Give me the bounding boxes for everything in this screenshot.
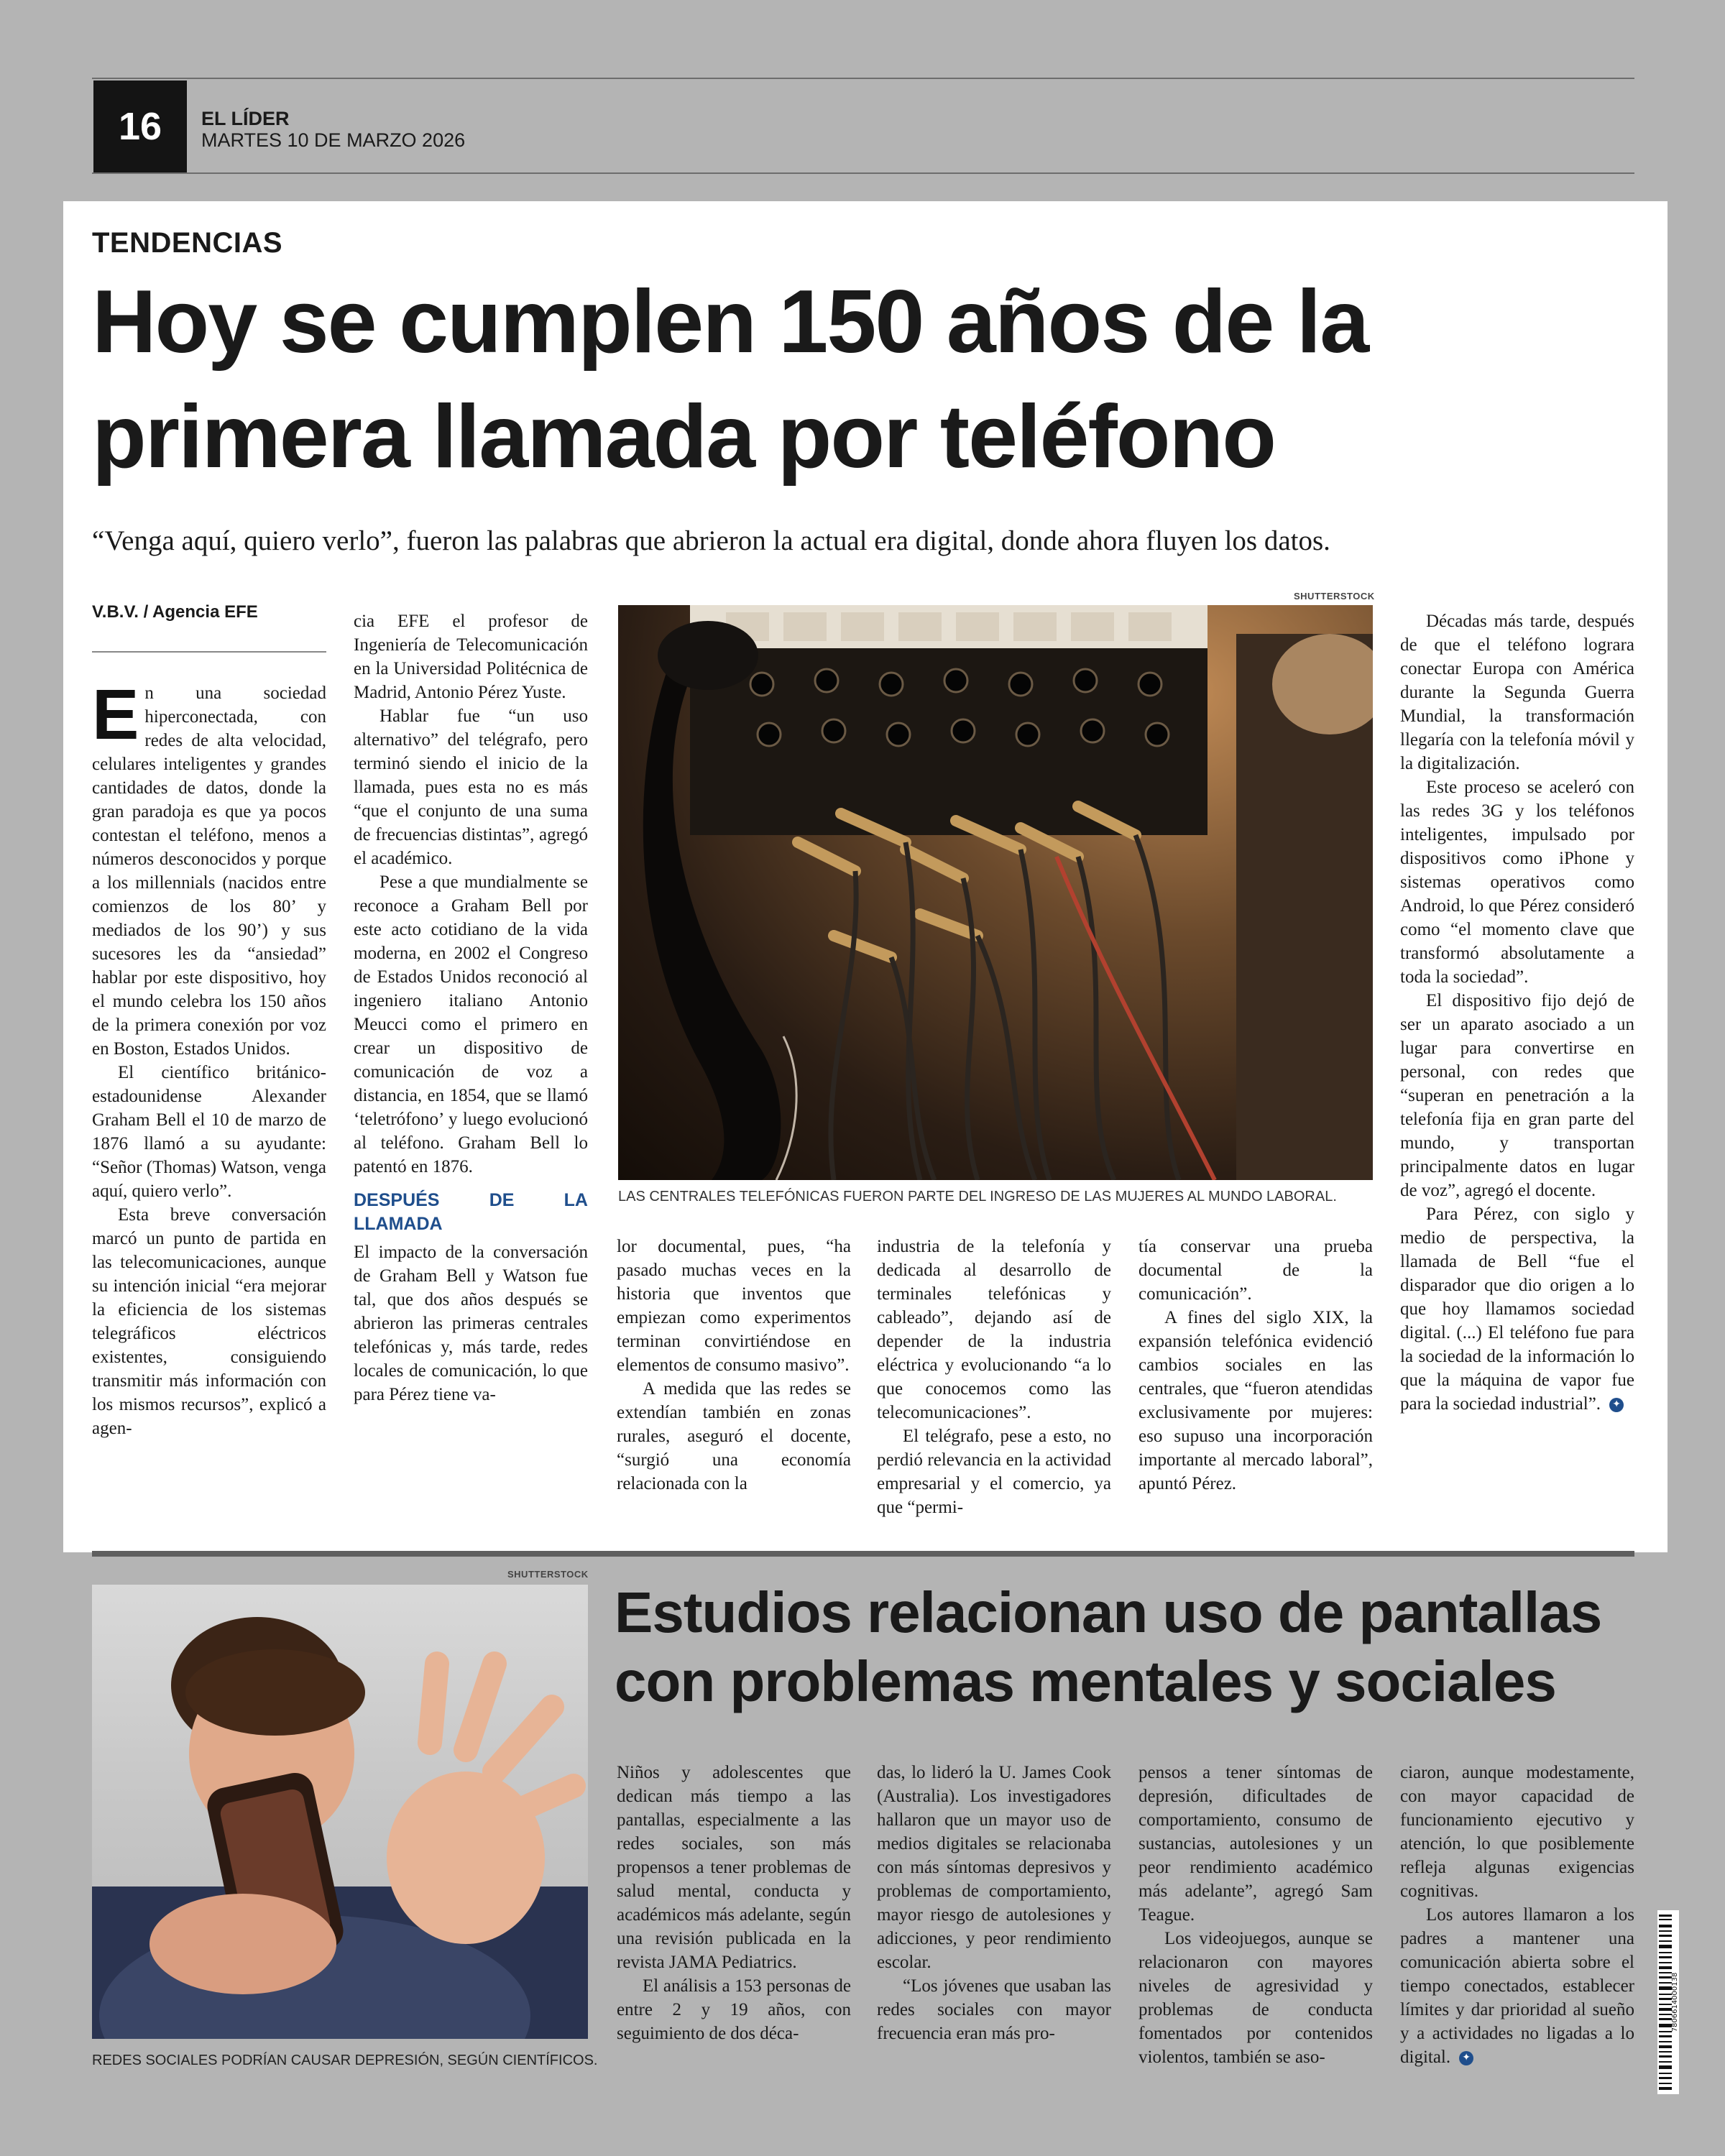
paragraph: Los videojuegos, aunque se relacionaron con mayores niveles de agresividad y problemas de conducta fomentados por contenidos violentos, también se aso- — [1138, 1929, 1373, 2067]
paragraph: cia EFE el profesor de Ingeniería de Telecomunicación en la Universidad Politécnica de Madrid, Antonio Pérez Yuste. — [354, 612, 588, 702]
photo-caption: LAS CENTRALES TELEFÓNICAS FUERON PARTE DEL INGRESO DE LAS MUJERES AL MUNDO LABORAL. — [618, 1189, 1337, 1204]
byline-rule — [92, 651, 326, 653]
paragraph: El telégrafo, pese a esto, no perdió relevancia en la actividad empresarial y el comercio, ya que “permi- — [877, 1427, 1111, 1517]
drop-cap: E — [92, 675, 139, 754]
paragraph: Pese a que mundialmente se reconoce a Graham Bell por este acto cotidiano de la vida moderna, en 2002 el Congreso de Estados Unidos reconoció al ingeniero italiano Antonio Meucci como el primero en crear un dispositivo de comunicación de voz a distancia, en 1854, que se llamó ‘teletrófono’ y luego evolucionó al teléfono. Graham Bell lo patentó en 1876. — [354, 872, 588, 1176]
end-of-article-icon: ✦ — [1459, 2051, 1473, 2065]
section-label: TENDENCIAS — [92, 227, 283, 259]
paragraph: El dispositivo fijo dejó de ser un aparato asociado a un lugar para convertirse en personal, con redes que “superan en penetración a la telefonía fija en gran parte del mundo, y transportan principalmente datos en lugar de voz”, agregó el docente. — [1400, 991, 1634, 1200]
newspaper-name: EL LÍDER — [201, 108, 290, 129]
paragraph: Este proceso se aceleró con las redes 3G y los teléfonos inteligentes, impulsado por dispositivos como iPhone y sistemas operativos como Android, lo que Pérez consideró como “el momento clave que transformó absolutamente a toda la sociedad”. — [1400, 778, 1634, 987]
article1-column-1 — [92, 675, 326, 1440]
paragraph: El análisis a 153 personas de entre 2 y 19 años, con seguimiento de dos déca- — [617, 1976, 851, 2043]
paragraph: Niños y adolescentes que dedican más tiempo a las pantallas, especialmente a las redes sociales, son más propensos a tener problemas de salud mental, conducta y académicos más adelante, según una revisión publicada en la revista JAMA Pediatrics. — [617, 1763, 851, 1972]
paragraph: “Los jóvenes que usaban las redes sociales con mayor frecuencia eran más pro- — [877, 1976, 1111, 2043]
article1-column-3 — [617, 1235, 851, 1496]
paragraph: El científico británico-estadounidense Alexander Graham Bell el 10 de marzo de 1876 llamó a su ayudante: “Señor (Thomas) Watson, venga aquí, quiero verlo”. — [92, 1063, 326, 1201]
section-subtitle: DESPUÉS DE LA LLAMADA — [354, 1190, 588, 1234]
page-number: 16 — [93, 80, 187, 172]
photo-credit: SHUTTERSTOCK — [1294, 591, 1375, 602]
paragraph: ciaron, aunque modestamente, con mayor capacidad de funcionamiento ejecutivo y atención, lo que posiblemente refleja algunas exigencias cognitivas. — [1400, 1763, 1634, 1901]
paragraph: A fines del siglo XIX, la expansión telefónica evidenció cambios sociales en las centrales, que “fueron atendidas exclusivamente por mujeres: eso supuso una incorporación importante al mercado laboral”, apuntó Pérez. — [1138, 1308, 1373, 1493]
main-headline: Hoy se cumplen 150 años de la primera llamada por teléfono — [92, 272, 1368, 487]
article1-column-4 — [877, 1235, 1111, 1519]
subheadline: “Venga aquí, quiero verlo”, fueron las palabras que abrieron la actual era digital, donde ahora fluyen los datos. — [92, 525, 1330, 556]
switchboard-photo — [618, 605, 1373, 1180]
article1-column-5 — [1138, 1235, 1373, 1496]
paragraph: A medida que las redes se extendían también en zonas rurales, aseguró el docente, “surgió una economía relacionada con la — [617, 1379, 851, 1493]
article1-column-2 — [354, 609, 588, 1406]
issue-date: MARTES 10 DE MARZO 2026 — [201, 129, 466, 151]
barcode — [1657, 1910, 1679, 2094]
article-separator — [92, 1551, 1634, 1557]
switchboard-illustration — [618, 605, 1373, 1180]
paragraph: Décadas más tarde, después de que el teléfono lograra conectar Europa con América durante la Segunda Guerra Mundial, la transformación llegaría con la telefonía móvil y la digitalización. — [1400, 612, 1634, 773]
article1-column-6 — [1400, 609, 1634, 1416]
secondary-headline: Estudios relacionan uso de pantallas con problemas mentales y sociales — [615, 1580, 1602, 1713]
header-rule — [92, 172, 1634, 174]
photo-credit: SHUTTERSTOCK — [507, 1569, 589, 1580]
article2-column-4 — [1400, 1761, 1634, 2069]
paragraph: lor documental, pues, “ha pasado muchas veces en la historia que inventos que empiezan como experimentos terminan convirtiéndose en elementos de consumo masivo”. — [617, 1237, 851, 1375]
paragraph: Para Pérez, con siglo y medio de perspectiva, la llamada de Bell “fue el disparador que dio origen a lo que hoy llamamos sociedad digital. (...) El teléfono fue para la sociedad de la información lo que la máquina de vapor fue para la sociedad industrial”. — [1400, 1204, 1634, 1414]
paragraph: Hablar fue “un uso alternativo” del telégrafo, pero terminó siendo el inicio de la llamada, pues esta no es más “que el conjunto de una suma de frecuencias distintas”, agregó el académico. — [354, 706, 588, 868]
paragraph: pensos a tener síntomas de depresión, dificultades de comportamiento, consumo de sustancias, autolesiones y un peor rendimiento académico más adelante”, agregó Sam Teague. — [1138, 1763, 1373, 1925]
article2-column-3 — [1138, 1761, 1373, 2069]
paragraph: Los autores llamaron a los padres a mantener una comunicación abierta sobre el tiempo conectados, establecer límites y dar prioridad al sueño y a actividades no ligadas a lo digital. — [1400, 1905, 1634, 2067]
barcode-bars — [1657, 1910, 1679, 2094]
paragraph: n una sociedad hiperconectada, con redes de alta velocidad, celulares inteligentes y grandes cantidades de datos, donde la gran paradoja es que ya pocos contestan el teléfono, menos a números desconocidos y porque a los millennials (nacidos entre comienzos de los 80’ y mediados de los 90’) y sus sucesores les da “ansiedad” hablar por este dispositivo, hoy el mundo celebra los 150 años de la primera conexión por voz en Boston, Estados Unidos. — [92, 683, 326, 1059]
photo-caption: REDES SOCIALES PODRÍAN CAUSAR DEPRESIÓN, SEGÚN CIENTÍFICOS. — [92, 2053, 598, 2068]
child-with-phone-illustration — [92, 1585, 588, 2039]
paragraph: tía conservar una prueba documental de la comunicación”. — [1138, 1237, 1373, 1304]
end-of-article-icon: ✦ — [1609, 1398, 1624, 1412]
paragraph: industria de la telefonía y dedicada al desarrollo de terminales telefónicas y cableado”, dejando así de depender de la industria eléctrica y evolucionando “a lo que conocemos como las telecomunicaciones”. — [877, 1237, 1111, 1422]
article2-column-2 — [877, 1761, 1111, 2045]
byline: V.B.V. / Agencia EFE — [92, 602, 258, 622]
top-rule — [92, 78, 1634, 79]
paragraph: das, lo lideró la U. James Cook (Australia). Los investigadores hallaron que un mayor uso de medios digitales se relacionaba con más síntomas depresivos y problemas de comportamiento, mayor riesgo de autolesiones y adicciones, y peor rendimiento escolar. — [877, 1763, 1111, 1972]
paragraph: Esta breve conversación marcó un punto de partida en las telecomunicaciones, aunque su intención inicial “era mejorar la eficiencia de los sistemas telegráficos eléctricos existentes, consiguiendo transmitir más información con los mismos recursos”, explicó a agen- — [92, 1205, 326, 1438]
child-phone-photo — [92, 1585, 588, 2039]
paragraph: El impacto de la conversación de Graham Bell y Watson fue tal, que dos años después se abrieron las primeras centrales telefónicas y, más tarde, redes locales de comunicación, lo que para Pérez tiene va- — [354, 1243, 588, 1404]
article2-column-1 — [617, 1761, 851, 2045]
barcode-number: 7806614000138 — [1671, 1972, 1679, 2032]
